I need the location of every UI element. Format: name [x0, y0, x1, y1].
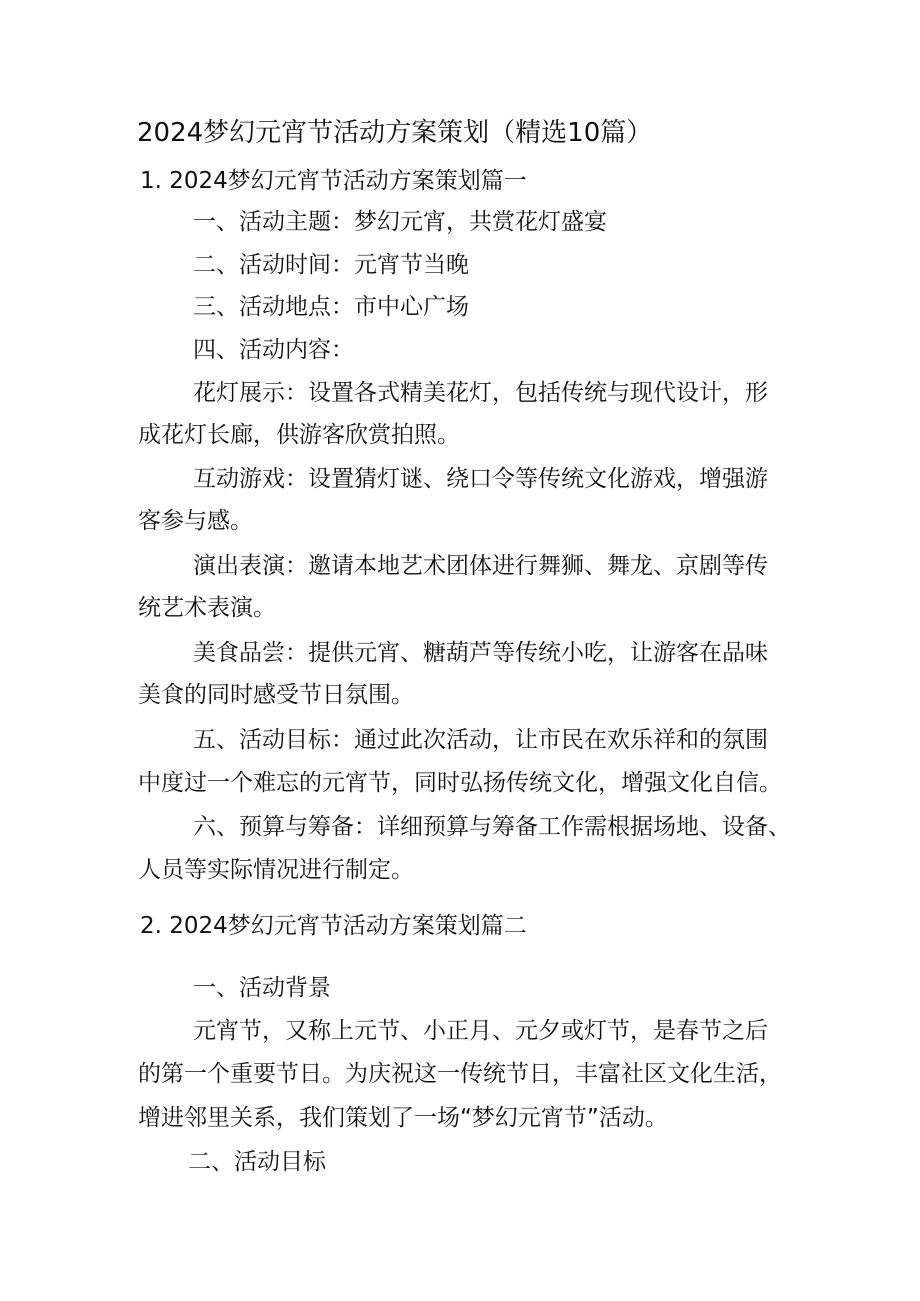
paragraph-line: 统艺术表演。: [138, 595, 276, 621]
paragraph-line: 美食品尝：提供元宵、糖葫芦等传统小吃，让游客在品味: [193, 640, 768, 666]
paragraph-line: 二、活动目标: [188, 1149, 326, 1175]
paragraph-line: 人员等实际情况进行制定。: [138, 857, 414, 883]
paragraph-line: 花灯展示：设置各式精美花灯，包括传统与现代设计，形: [193, 380, 768, 406]
paragraph-line: 演出表演：邀请本地艺术团体进行舞狮、舞龙、京剧等传: [193, 553, 768, 579]
paragraph-line: 元宵节，又称上元节、小正月、元夕或灯节，是春节之后: [193, 1018, 768, 1044]
paragraph-line: 四、活动内容：: [193, 337, 354, 363]
paragraph-line: 增进邻里关系，我们策划了一场“梦幻元宵节”活动。: [138, 1105, 668, 1131]
document-title: 2024梦幻元宵节活动方案策划（精选10篇）: [137, 118, 653, 148]
paragraph-line: 美食的同时感受节日氛围。: [138, 682, 414, 708]
paragraph-line: 六、预算与筹备：详细预算与筹备工作需根据场地、设备、: [193, 814, 791, 840]
paragraph-line: 五、活动目标：通过此次活动，让市民在欢乐祥和的氛围: [193, 727, 768, 753]
paragraph-line: 客参与感。: [138, 508, 253, 534]
paragraph-line: 一、活动主题：梦幻元宵，共赏花灯盛宴: [193, 209, 607, 235]
paragraph-line: 一、活动背景: [193, 975, 331, 1001]
section-heading-1: 1. 2024梦幻元宵节活动方案策划篇一: [140, 168, 527, 194]
section-heading-2: 2. 2024梦幻元宵节活动方案策划篇二: [140, 913, 527, 939]
paragraph-line: 中度过一个难忘的元宵节，同时弘扬传统文化，增强文化自信。: [138, 770, 782, 796]
paragraph-line: 三、活动地点：市中心广场: [193, 294, 469, 320]
paragraph-line: 互动游戏：设置猜灯谜、绕口令等传统文化游戏，增强游: [193, 466, 768, 492]
paragraph-line: 的第一个重要节日。为庆祝这一传统节日，丰富社区文化生活，: [138, 1061, 782, 1087]
paragraph-line: 二、活动时间：元宵节当晚: [193, 252, 469, 278]
paragraph-line: 成花灯长廊，供游客欣赏拍照。: [138, 422, 460, 448]
